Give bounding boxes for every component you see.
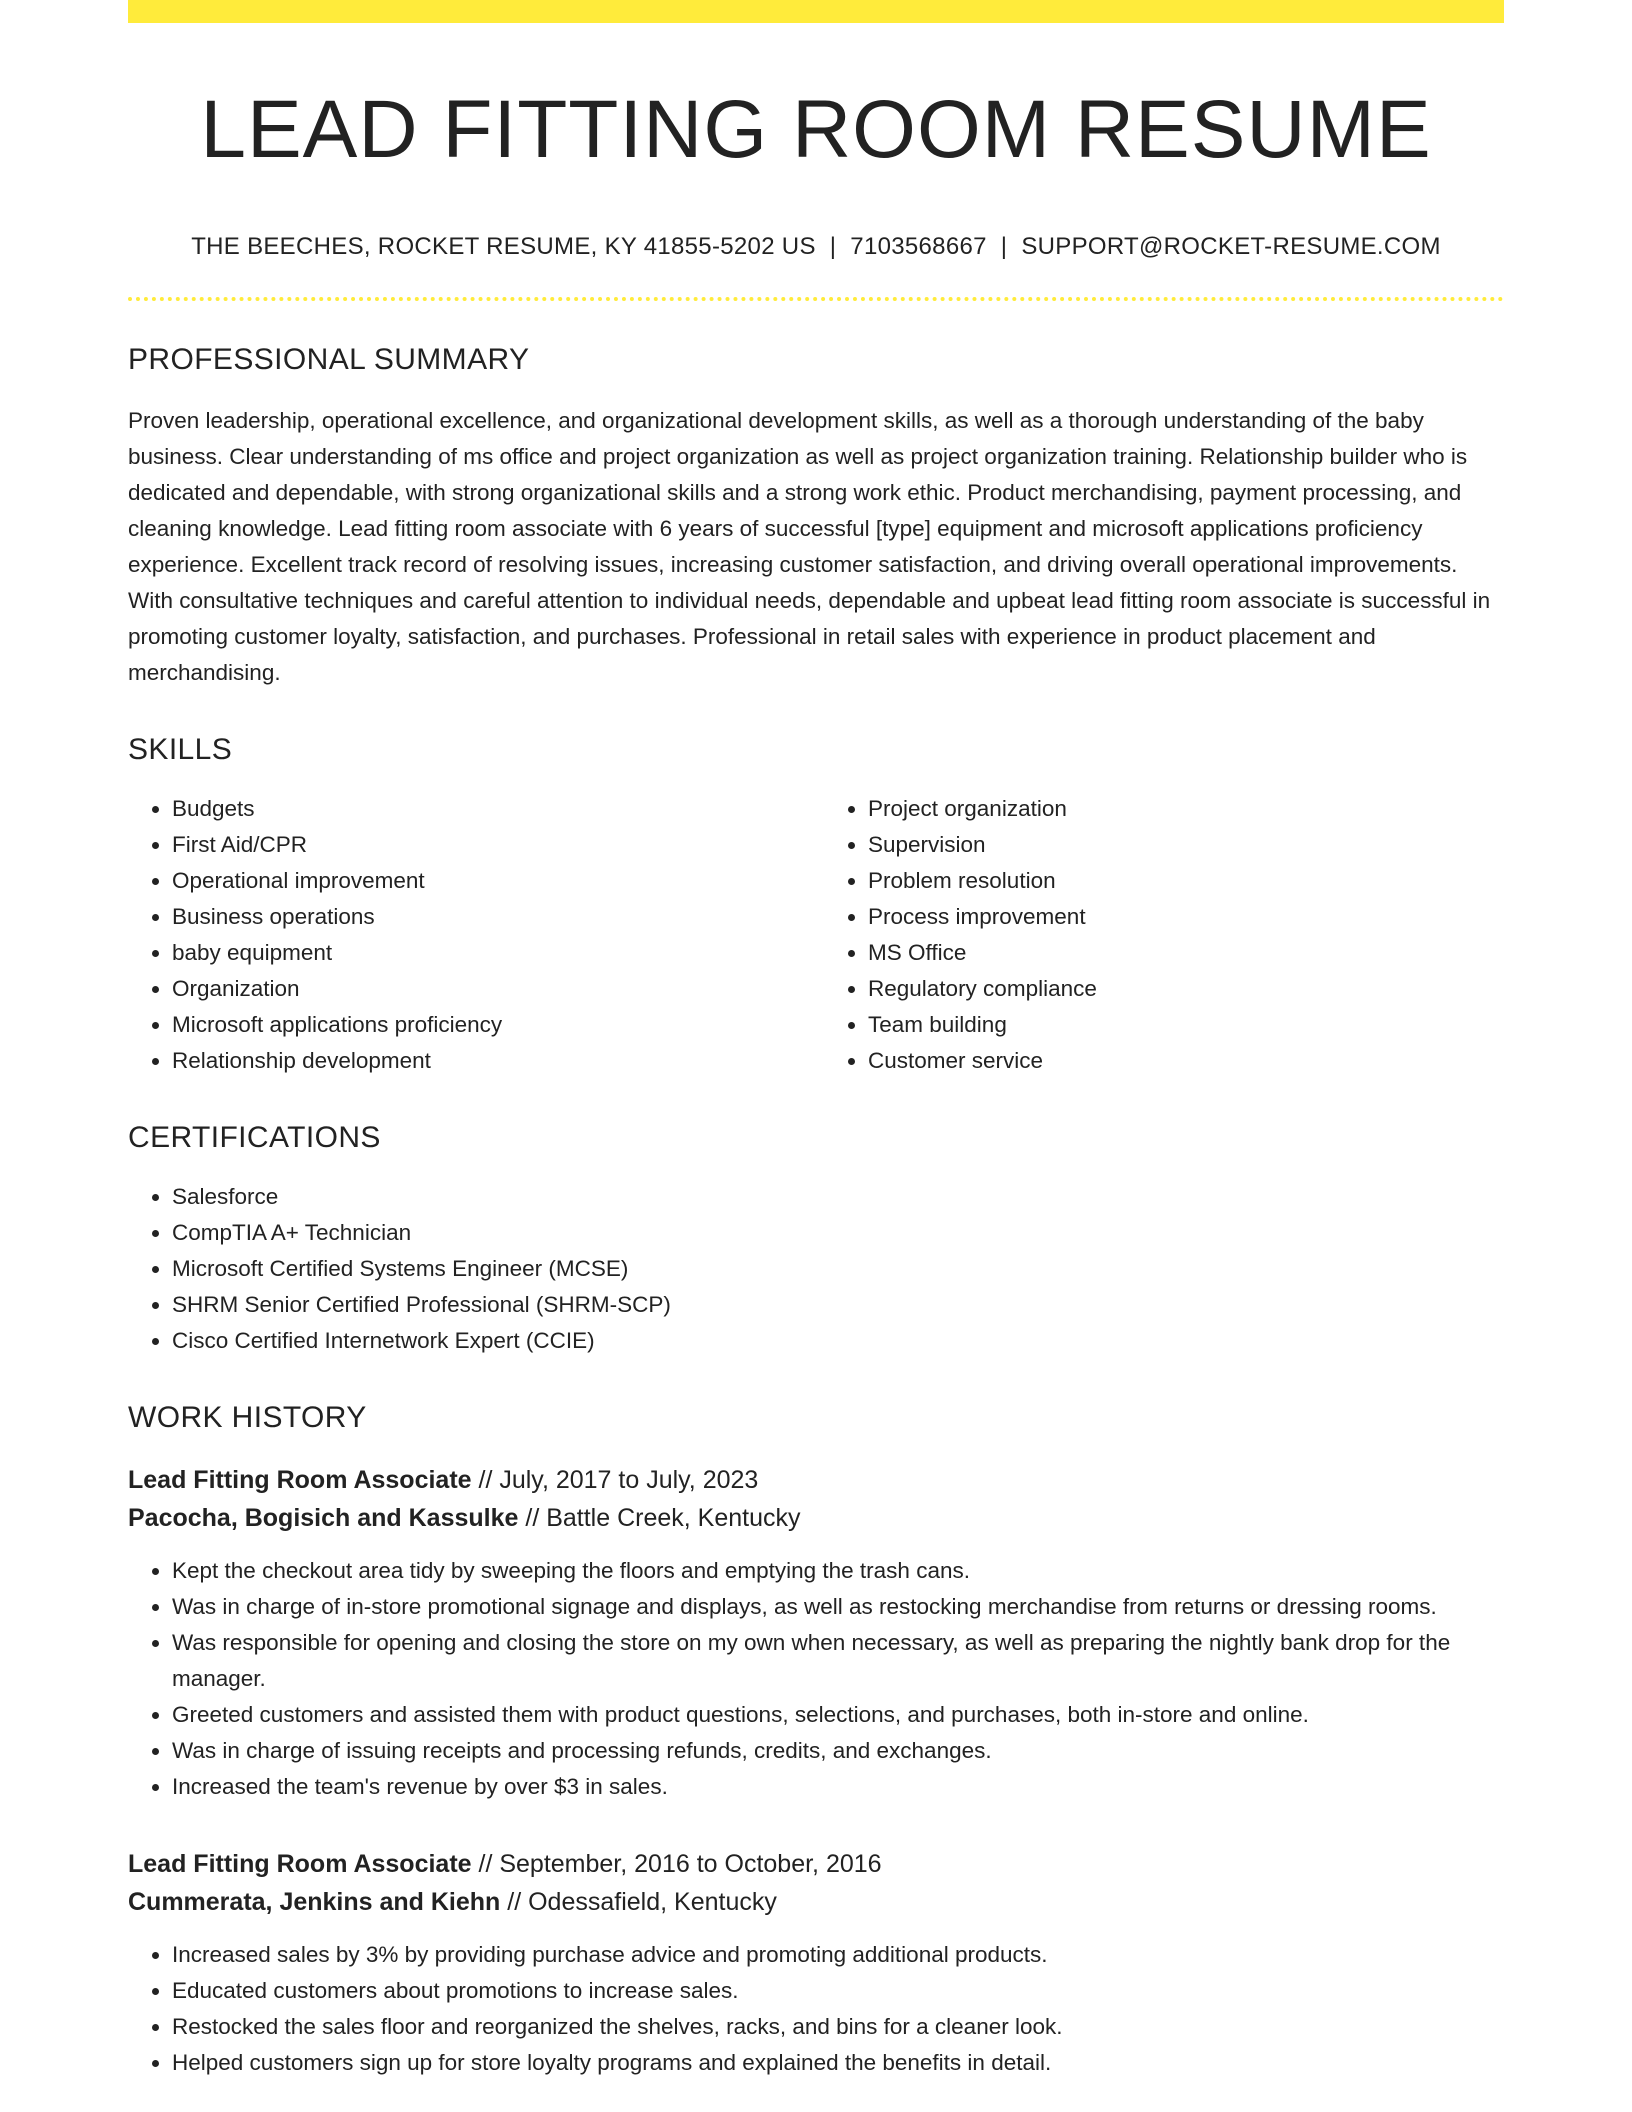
job-entry bbox=[128, 1461, 1504, 1805]
job-bullet: • Was in charge of issuing receipts and processing refunds, credits, and exchanges. bbox=[172, 1733, 1504, 1769]
job-entry bbox=[128, 1845, 1504, 2081]
skill-item: • Business operations bbox=[172, 899, 816, 935]
skill-item: • First Aid/CPR bbox=[172, 827, 816, 863]
job-bullet: • Increased the team's revenue by over $3 in sales. bbox=[172, 1769, 1504, 1805]
skill-item: • Process improvement bbox=[868, 899, 1504, 935]
skill-item: • Project organization bbox=[868, 791, 1504, 827]
resume-title: LEAD FITTING ROOM RESUME bbox=[200, 84, 1432, 175]
job-bullet: • Increased sales by 3% by providing purchase advice and promoting additional products. bbox=[172, 1937, 1504, 1973]
job-dates: // September, 2016 to October, 2016 bbox=[471, 1850, 882, 1879]
job-bullet: • Educated customers about promotions to increase sales. bbox=[172, 1973, 1504, 2009]
skills-heading: SKILLS bbox=[128, 733, 233, 767]
summary-text: Proven leadership, operational excellence, and organizational development skills, as well as a thorough understanding of the baby business. Clear understanding of ms office and project organization as well as project organization training. Relationship builder who is dedicated and dependable, with strong organizational skills and a strong work ethic. Product merchandising, payment processing, and cleaning knowledge. Lead fitting room associate with 6 years of successful [type] equipment and microsoft applications proficiency experience. Excellent track record of resolving issues, increasing customer satisfaction, and driving overall operational improvements. With consultative techniques and careful attention to individual needs, dependable and upbeat lead fitting room associate is successful in promoting customer loyalty, satisfaction, and purchases. Professional in retail sales with experience in product placement and merchandising. bbox=[128, 408, 1491, 686]
job-title: Lead Fitting Room Associate bbox=[128, 1850, 472, 1879]
job-dates: // July, 2017 to July, 2023 bbox=[471, 1466, 759, 1495]
job-title-line bbox=[128, 1461, 1504, 1499]
skills-list bbox=[128, 791, 1504, 1079]
job-company: Cummerata, Jenkins and Kiehn bbox=[128, 1888, 501, 1917]
job-company: Pacocha, Bogisich and Kassulke bbox=[128, 1504, 519, 1533]
job-bullet: • Helped customers sign up for store loyalty programs and explained the benefits in detail. bbox=[172, 2045, 1504, 2081]
skills-column-right bbox=[816, 791, 1504, 1079]
certification-item: • Salesforce bbox=[172, 1179, 1504, 1215]
skill-item: • Organization bbox=[172, 971, 816, 1007]
job-bullet: • Was in charge of in-store promotional signage and displays, as well as restocking merchandise from returns or dressing rooms. bbox=[172, 1589, 1504, 1625]
skill-item: • Relationship development bbox=[172, 1043, 816, 1079]
job-bullet: • Was responsible for opening and closing the store on my own when necessary, as well as preparing the nightly bank drop for the manager. bbox=[172, 1625, 1504, 1697]
job-location: // Battle Creek, Kentucky bbox=[518, 1504, 801, 1533]
job-bullets bbox=[128, 1553, 1504, 1805]
job-title: Lead Fitting Room Associate bbox=[128, 1466, 472, 1495]
skill-item: • Problem resolution bbox=[868, 863, 1504, 899]
email: SUPPORT@ROCKET-RESUME.COM bbox=[1021, 233, 1441, 261]
skill-item: • Regulatory compliance bbox=[868, 971, 1504, 1007]
job-company-line bbox=[128, 1883, 1504, 1921]
address: THE BEECHES, ROCKET RESUME, KY 41855-5202 US bbox=[191, 233, 816, 261]
certification-item: • Cisco Certified Internetwork Expert (CCIE) bbox=[172, 1323, 1504, 1359]
job-bullet: • Restocked the sales floor and reorganized the shelves, racks, and bins for a cleaner look. bbox=[172, 2009, 1504, 2045]
job-bullets bbox=[128, 1937, 1504, 2081]
job-location: // Odessafield, Kentucky bbox=[500, 1888, 777, 1917]
summary-heading: PROFESSIONAL SUMMARY bbox=[128, 343, 530, 377]
skills-column-left bbox=[128, 791, 816, 1079]
contact-separator: | bbox=[1000, 233, 1008, 261]
skill-item: • Budgets bbox=[172, 791, 816, 827]
certification-item: • CompTIA A+ Technician bbox=[172, 1215, 1504, 1251]
skill-item: • Operational improvement bbox=[172, 863, 816, 899]
top-accent-bar bbox=[128, 0, 1504, 23]
dotted-divider bbox=[128, 297, 1504, 301]
job-bullet: • Greeted customers and assisted them with product questions, selections, and purchases, both in-store and online. bbox=[172, 1697, 1504, 1733]
certifications-heading: CERTIFICATIONS bbox=[128, 1121, 381, 1155]
phone: 7103568667 bbox=[850, 233, 987, 261]
work-history-heading: WORK HISTORY bbox=[128, 1401, 367, 1435]
contact-separator: | bbox=[829, 233, 837, 261]
contact-line bbox=[128, 233, 1504, 261]
skill-item: • Microsoft applications proficiency bbox=[172, 1007, 816, 1043]
skill-item: • MS Office bbox=[868, 935, 1504, 971]
skill-item: • Supervision bbox=[868, 827, 1504, 863]
skill-item: • baby equipment bbox=[172, 935, 816, 971]
job-bullet: • Kept the checkout area tidy by sweeping the floors and emptying the trash cans. bbox=[172, 1553, 1504, 1589]
skill-item: • Team building bbox=[868, 1007, 1504, 1043]
skill-item: • Customer service bbox=[868, 1043, 1504, 1079]
resume-page bbox=[128, 0, 1504, 2081]
certification-item: • SHRM Senior Certified Professional (SHRM-SCP) bbox=[172, 1287, 1504, 1323]
certifications-list bbox=[128, 1179, 1504, 1359]
job-title-line bbox=[128, 1845, 1504, 1883]
certification-item: • Microsoft Certified Systems Engineer (MCSE) bbox=[172, 1251, 1504, 1287]
job-company-line bbox=[128, 1499, 1504, 1537]
